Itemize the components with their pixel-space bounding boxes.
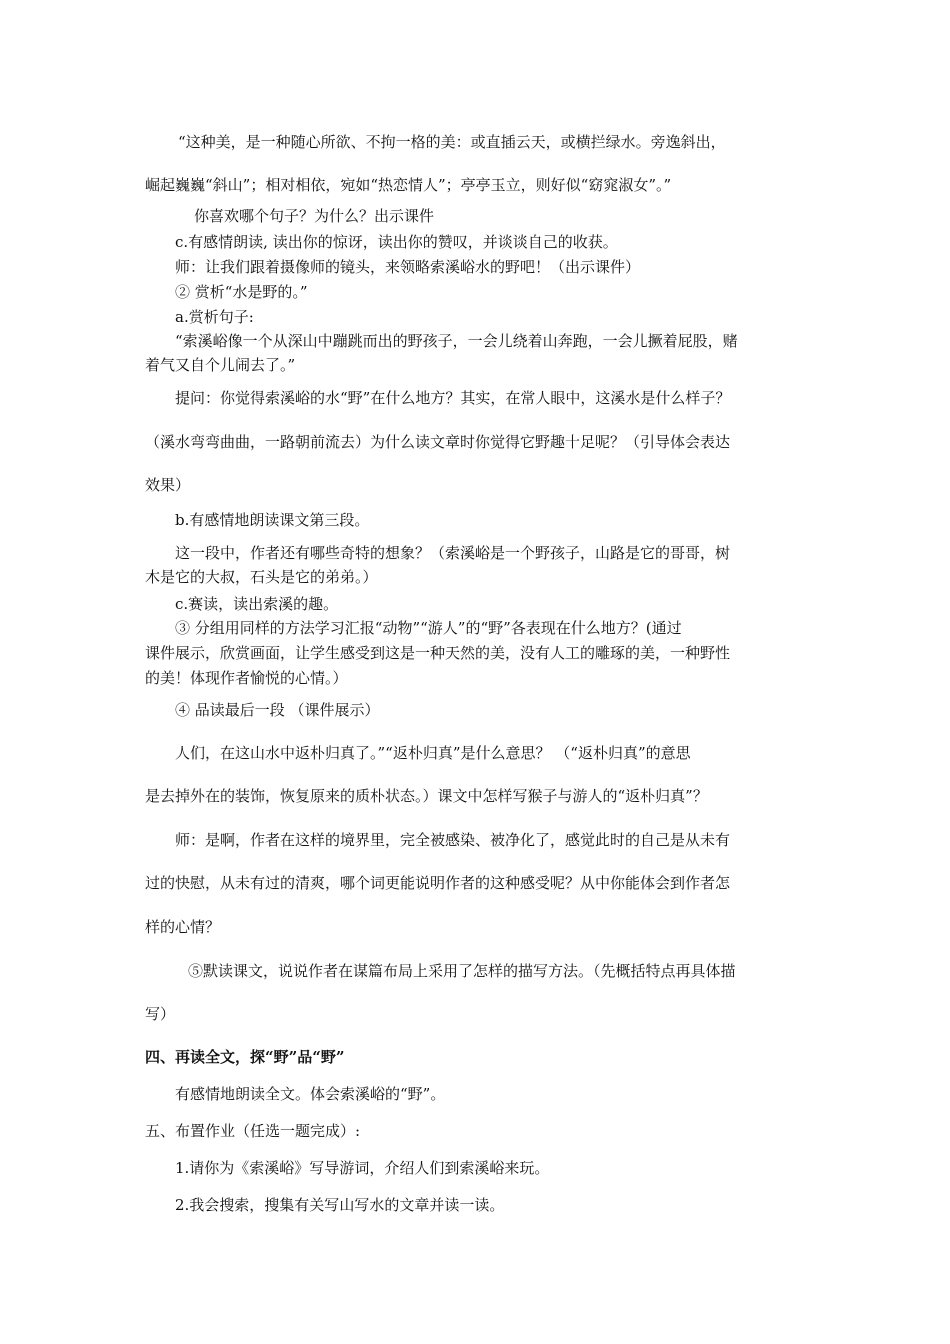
paragraph-line: 效果） — [145, 476, 191, 494]
paragraph-line: 师：是啊，作者在这样的境界里，完全被感染、被净化了，感觉此时的自己是从未有 — [175, 831, 731, 849]
paragraph-line: 这一段中，作者还有哪些奇特的想象？（索溪峪是一个野孩子，山路是它的哥哥，树 — [175, 544, 731, 562]
paragraph-line: 课件展示，欣赏画面，让学生感受到这是一种天然的美，没有人工的雕琢的美，一种野性 — [145, 644, 731, 662]
section-heading: ④ 品读最后一段 （课件展示） — [175, 701, 380, 719]
paragraph-line: 的美！体现作者愉悦的心情。） — [145, 669, 348, 687]
paragraph-line: ③ 分组用同样的方法学习汇报“动物”“游人”的“野”各表现在什么地方？(通过 — [175, 619, 682, 637]
section-heading: 五、布置作业（任选一题完成）: — [145, 1122, 361, 1140]
paragraph-line: b.有感情地朗读课文第三段。 — [175, 511, 370, 529]
paragraph-line: 写） — [145, 1005, 176, 1023]
paragraph-line: 崛起巍巍“斜山”；相对相依，宛如“热恋情人”；亭亭玉立，则好似“窈窕淑女”。” — [145, 176, 672, 194]
paragraph-line: 提问：你觉得索溪峪的水“野”在什么地方？其实，在常人眼中，这溪水是什么样子？ — [175, 389, 731, 407]
paragraph-line: c.有感情朗读, 读出你的惊讶，读出你的赞叹，并谈谈自己的收获。 — [175, 233, 618, 251]
paragraph-line: ⑤默读课文，说说作者在谋篇布局上采用了怎样的描写方法。（先概括特点再具体描 — [188, 962, 736, 980]
list-item: 1.请你为《索溪峪》写导游词，介绍人们到索溪峪来玩。 — [175, 1159, 550, 1177]
quote-line: 着气又自个儿闹去了。” — [145, 356, 296, 374]
section-heading: ② 赏析“水是野的。” — [175, 283, 308, 301]
list-item: 2.我会搜索，搜集有关写山写水的文章并读一读。 — [175, 1196, 505, 1214]
paragraph-line: 样的心情？ — [145, 918, 221, 936]
paragraph-line: 木是它的大叔，石头是它的弟弟。） — [145, 568, 378, 586]
paragraph-line: （溪水弯弯曲曲，一路朝前流去）为什么读文章时你觉得它野趣十足呢？（引导体会表达 — [145, 433, 731, 451]
paragraph-line: c.赛读，读出索溪的趣。 — [175, 595, 339, 613]
section-heading: 四、再读全文，探“野”品“野” — [145, 1048, 345, 1066]
paragraph-line: a.赏析句子: — [175, 308, 254, 326]
paragraph-line: 师：让我们跟着摄像师的镜头，来领略索溪峪水的野吧！（出示课件） — [175, 258, 641, 276]
paragraph-line: 你喜欢哪个句子？为什么？出示课件 — [194, 207, 435, 225]
paragraph-line: 人们，在这山水中返朴归真了。”“返朴归真”是什么意思？ （“返朴归真”的意思 — [175, 744, 691, 762]
paragraph-line: “这种美，是一种随心所欲、不拘一格的美：或直插云天，或横拦绿水。旁逸斜出， — [178, 133, 726, 151]
quote-line: “索溪峪像一个从深山中蹦跳而出的野孩子，一会儿绕着山奔跑，一会儿撅着屁股，赌 — [175, 332, 738, 350]
paragraph-line: 是去掉外在的装饰，恢复原来的质朴状态。）课文中怎样写猴子与游人的“返朴归真”？ — [145, 787, 708, 805]
paragraph-line: 有感情地朗读全文。体会索溪峪的“野”。 — [175, 1085, 446, 1103]
paragraph-line: 过的快慰，从未有过的清爽，哪个词更能说明作者的这种感受呢？从中你能体会到作者怎 — [145, 874, 731, 892]
